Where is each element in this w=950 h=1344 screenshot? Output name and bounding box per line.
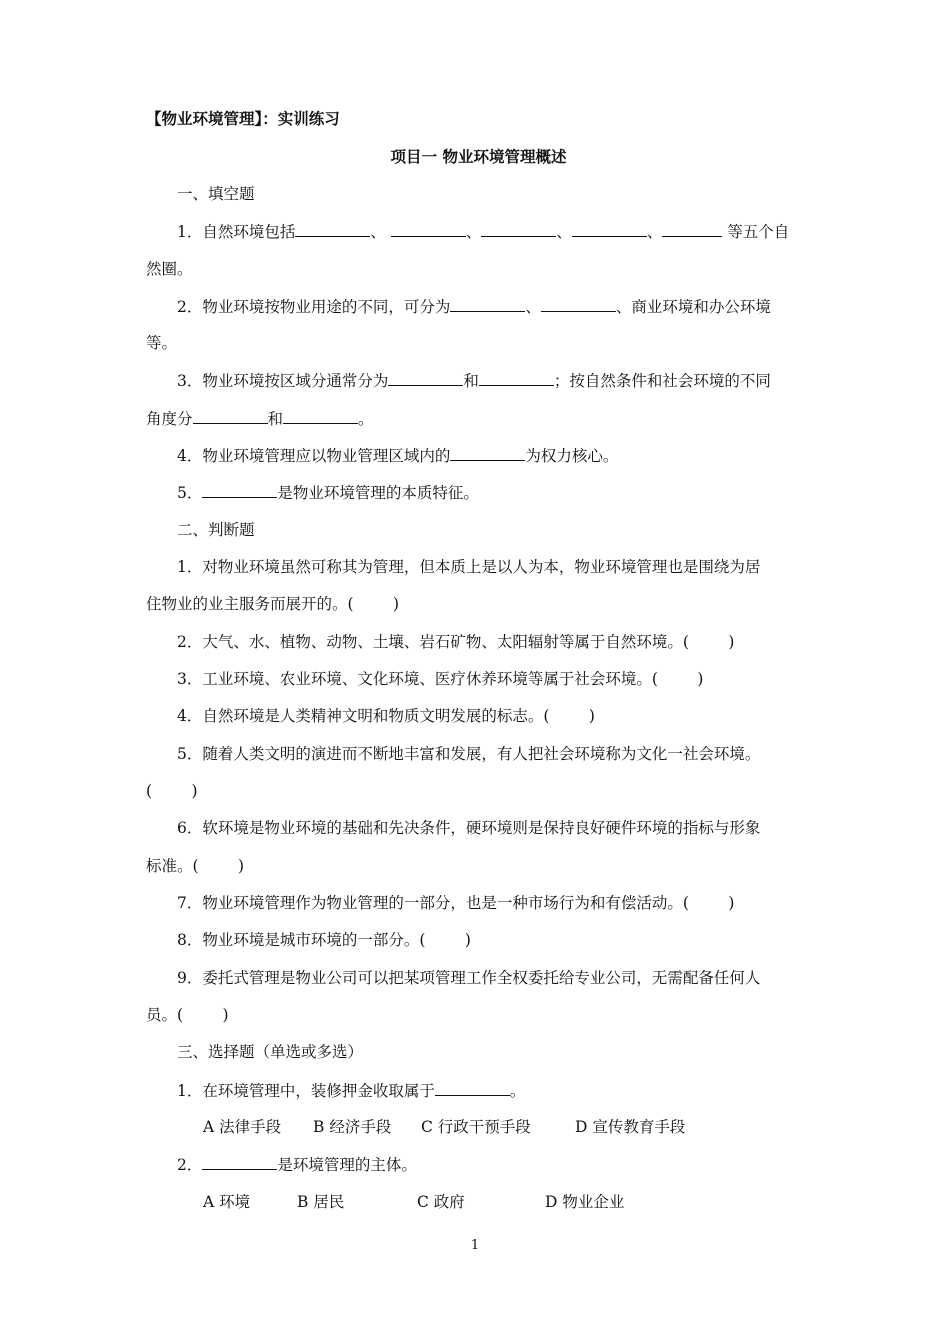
project-title: 项目一 物业环境管理概述	[390, 147, 567, 166]
fill-question-3: 3．物业环境按区域分通常分为 和 ；按自然条件和社会环境的不同	[177, 372, 771, 390]
choice-question-1: 1．在环境管理中，装修押金收取属于 。	[177, 1082, 526, 1100]
judge-question-6-cont: 标准。( )	[146, 857, 245, 875]
fill-question-2-cont: 等。	[146, 334, 178, 352]
judge-question-9: 9．委托式管理是物业公司可以把某项管理工作全权委托给专业公司，无需配备任何人	[177, 969, 761, 987]
answer-blank[interactable]	[572, 221, 647, 237]
option-b[interactable]: B 经济手段	[313, 1118, 392, 1136]
section-heading: 三、选择题（单选或多选）	[177, 1043, 364, 1061]
answer-paren[interactable]: ( )	[177, 1006, 229, 1024]
judge-question-5: 5．随着人类文明的演进而不断地丰富和发展，有人把社会环境称为文化一社会环境。	[177, 745, 761, 763]
option-d[interactable]: D 物业企业	[545, 1193, 625, 1211]
judge-question-7: 7．物业环境管理作为物业管理的一部分，也是一种市场行为和有偿活动。( )	[177, 894, 735, 912]
option-c[interactable]: C 政府	[417, 1193, 465, 1211]
answer-paren[interactable]: ( )	[419, 931, 471, 949]
answer-blank[interactable]	[435, 1080, 510, 1096]
judge-question-5-cont	[146, 781, 811, 801]
answer-blank[interactable]	[388, 370, 463, 386]
answer-paren[interactable]: ( )	[543, 707, 595, 725]
choice-options-1	[203, 1117, 868, 1137]
answer-blank[interactable]	[295, 221, 370, 237]
judge-question-3: 3．工业环境、农业环境、文化环境、医疗休养环境等属于社会环境。( )	[177, 670, 704, 688]
fill-question-2: 2．物业环境按物业用途的不同，可分为 、 、商业环境和办公环境	[177, 298, 771, 316]
fill-question-4: 4．物业环境管理应以物业管理区域内的 为权力核心。	[177, 447, 619, 465]
answer-paren[interactable]: ( )	[146, 782, 198, 800]
judge-question-2: 2．大气、水、植物、动物、土壤、岩石矿物、太阳辐射等属于自然环境。( )	[177, 633, 735, 651]
answer-paren[interactable]: ( )	[192, 857, 245, 875]
section-heading: 二、判断题	[177, 521, 255, 539]
option-a[interactable]: A 环境	[203, 1193, 251, 1211]
answer-blank[interactable]	[481, 221, 556, 237]
option-c[interactable]: C 行政干预手段	[421, 1118, 531, 1136]
page-number: 1	[470, 1238, 480, 1253]
answer-paren[interactable]: ( )	[682, 633, 735, 651]
judge-question-1: 1．对物业环境虽然可称其为管理，但本质上是以人为本，物业环境管理也是围绕为居	[177, 558, 761, 576]
fill-question-3-cont: 角度分 和 。	[146, 410, 374, 428]
option-a[interactable]: A 法律手段	[203, 1118, 282, 1136]
judge-question-1-cont: 住物业的业主服务而展开的。( )	[146, 595, 400, 613]
choice-question-2: 2． 是环境管理的主体。	[177, 1156, 417, 1174]
judge-question-8: 8．物业环境是城市环境的一部分。( )	[177, 931, 471, 949]
choice-options-2	[203, 1192, 868, 1212]
judge-question-6: 6．软环境是物业环境的基础和先决条件，硬环境则是保持良好硬件环境的指标与形象	[177, 819, 761, 837]
option-b[interactable]: B 居民	[297, 1193, 345, 1211]
document-header: 【物业环境管理】：实训练习	[146, 109, 340, 128]
answer-blank[interactable]	[193, 408, 268, 424]
answer-blank[interactable]	[202, 482, 277, 498]
answer-blank[interactable]	[283, 408, 358, 424]
judge-question-4: 4．自然环境是人类精神文明和物质文明发展的标志。( )	[177, 707, 595, 725]
fill-question-1-cont: 然圈。	[146, 260, 193, 278]
fill-question-5: 5． 是物业环境管理的本质特征。	[177, 484, 479, 502]
answer-blank[interactable]	[391, 221, 466, 237]
answer-paren[interactable]: ( )	[347, 595, 400, 613]
section-heading: 一、填空题	[177, 185, 255, 203]
answer-paren[interactable]: ( )	[682, 894, 735, 912]
answer-blank[interactable]	[541, 296, 616, 312]
answer-blank[interactable]	[662, 221, 722, 237]
answer-blank[interactable]	[479, 370, 554, 386]
answer-blank[interactable]	[202, 1154, 277, 1170]
answer-paren[interactable]: ( )	[651, 670, 704, 688]
judge-question-9-cont: 员。( )	[146, 1006, 229, 1024]
option-d[interactable]: D 宣传教育手段	[575, 1118, 686, 1136]
answer-blank[interactable]	[450, 445, 525, 461]
answer-blank[interactable]	[450, 296, 525, 312]
fill-question-1: 1．自然环境包括 、 、 、 、 等五个自	[177, 223, 790, 241]
